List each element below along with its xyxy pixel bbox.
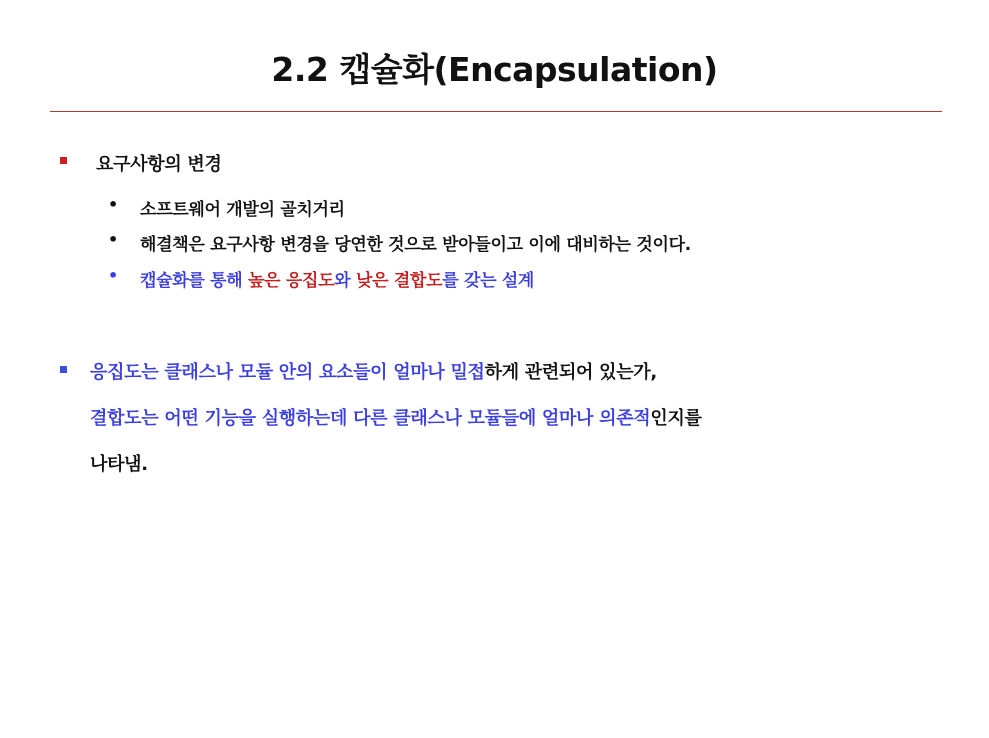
title-divider [50,111,942,112]
section2-line3-seg1: 나타냄. [90,454,148,475]
section2-line2 [90,404,702,430]
section1-item3-bullet: • [108,266,119,285]
section1-heading: 요구사항의 변경 [96,154,222,175]
slide-title: 2.2 캡슐화(Encapsulation) [271,50,718,89]
section2-line1-seg1: 응집도는 클래스나 모듈 안의 요소들이 얼마나 밀접 [90,362,485,383]
section1-item3-seg5: 를 갖는 설계 [442,271,535,291]
section1-item1: 소프트웨어 개발의 골치거리 [140,200,345,220]
section2-line2-seg1: 결합도는 어떤 기능을 실행하는데 다른 클래스나 모듈들에 얼마나 의존적 [90,408,651,429]
section1-item2-bullet: • [108,230,119,249]
section1-item3-low-coupling: 낮은 결합도 [355,271,443,291]
section1-item3 [140,266,534,291]
section1-item3-high-cohesion: 높은 응집도 [247,271,335,291]
section1-item1-bullet: • [108,195,119,214]
section1-item2: 해결책은 요구사항 변경을 당연한 것으로 받아들이고 이에 대비하는 것이다. [140,235,691,255]
section1-item3-seg3: 와 [334,271,356,291]
section2-line1 [90,358,657,384]
section1-bullet-square [60,157,67,164]
section2-line2-seg2: 인지를 [650,408,702,429]
section2-bullet-square [60,366,67,373]
section2-line3 [90,450,148,476]
section1-item3-seg1: 캡슐화를 통해 [140,271,248,291]
section2-line1-seg2: 하게 관련되어 있는가, [484,362,657,383]
